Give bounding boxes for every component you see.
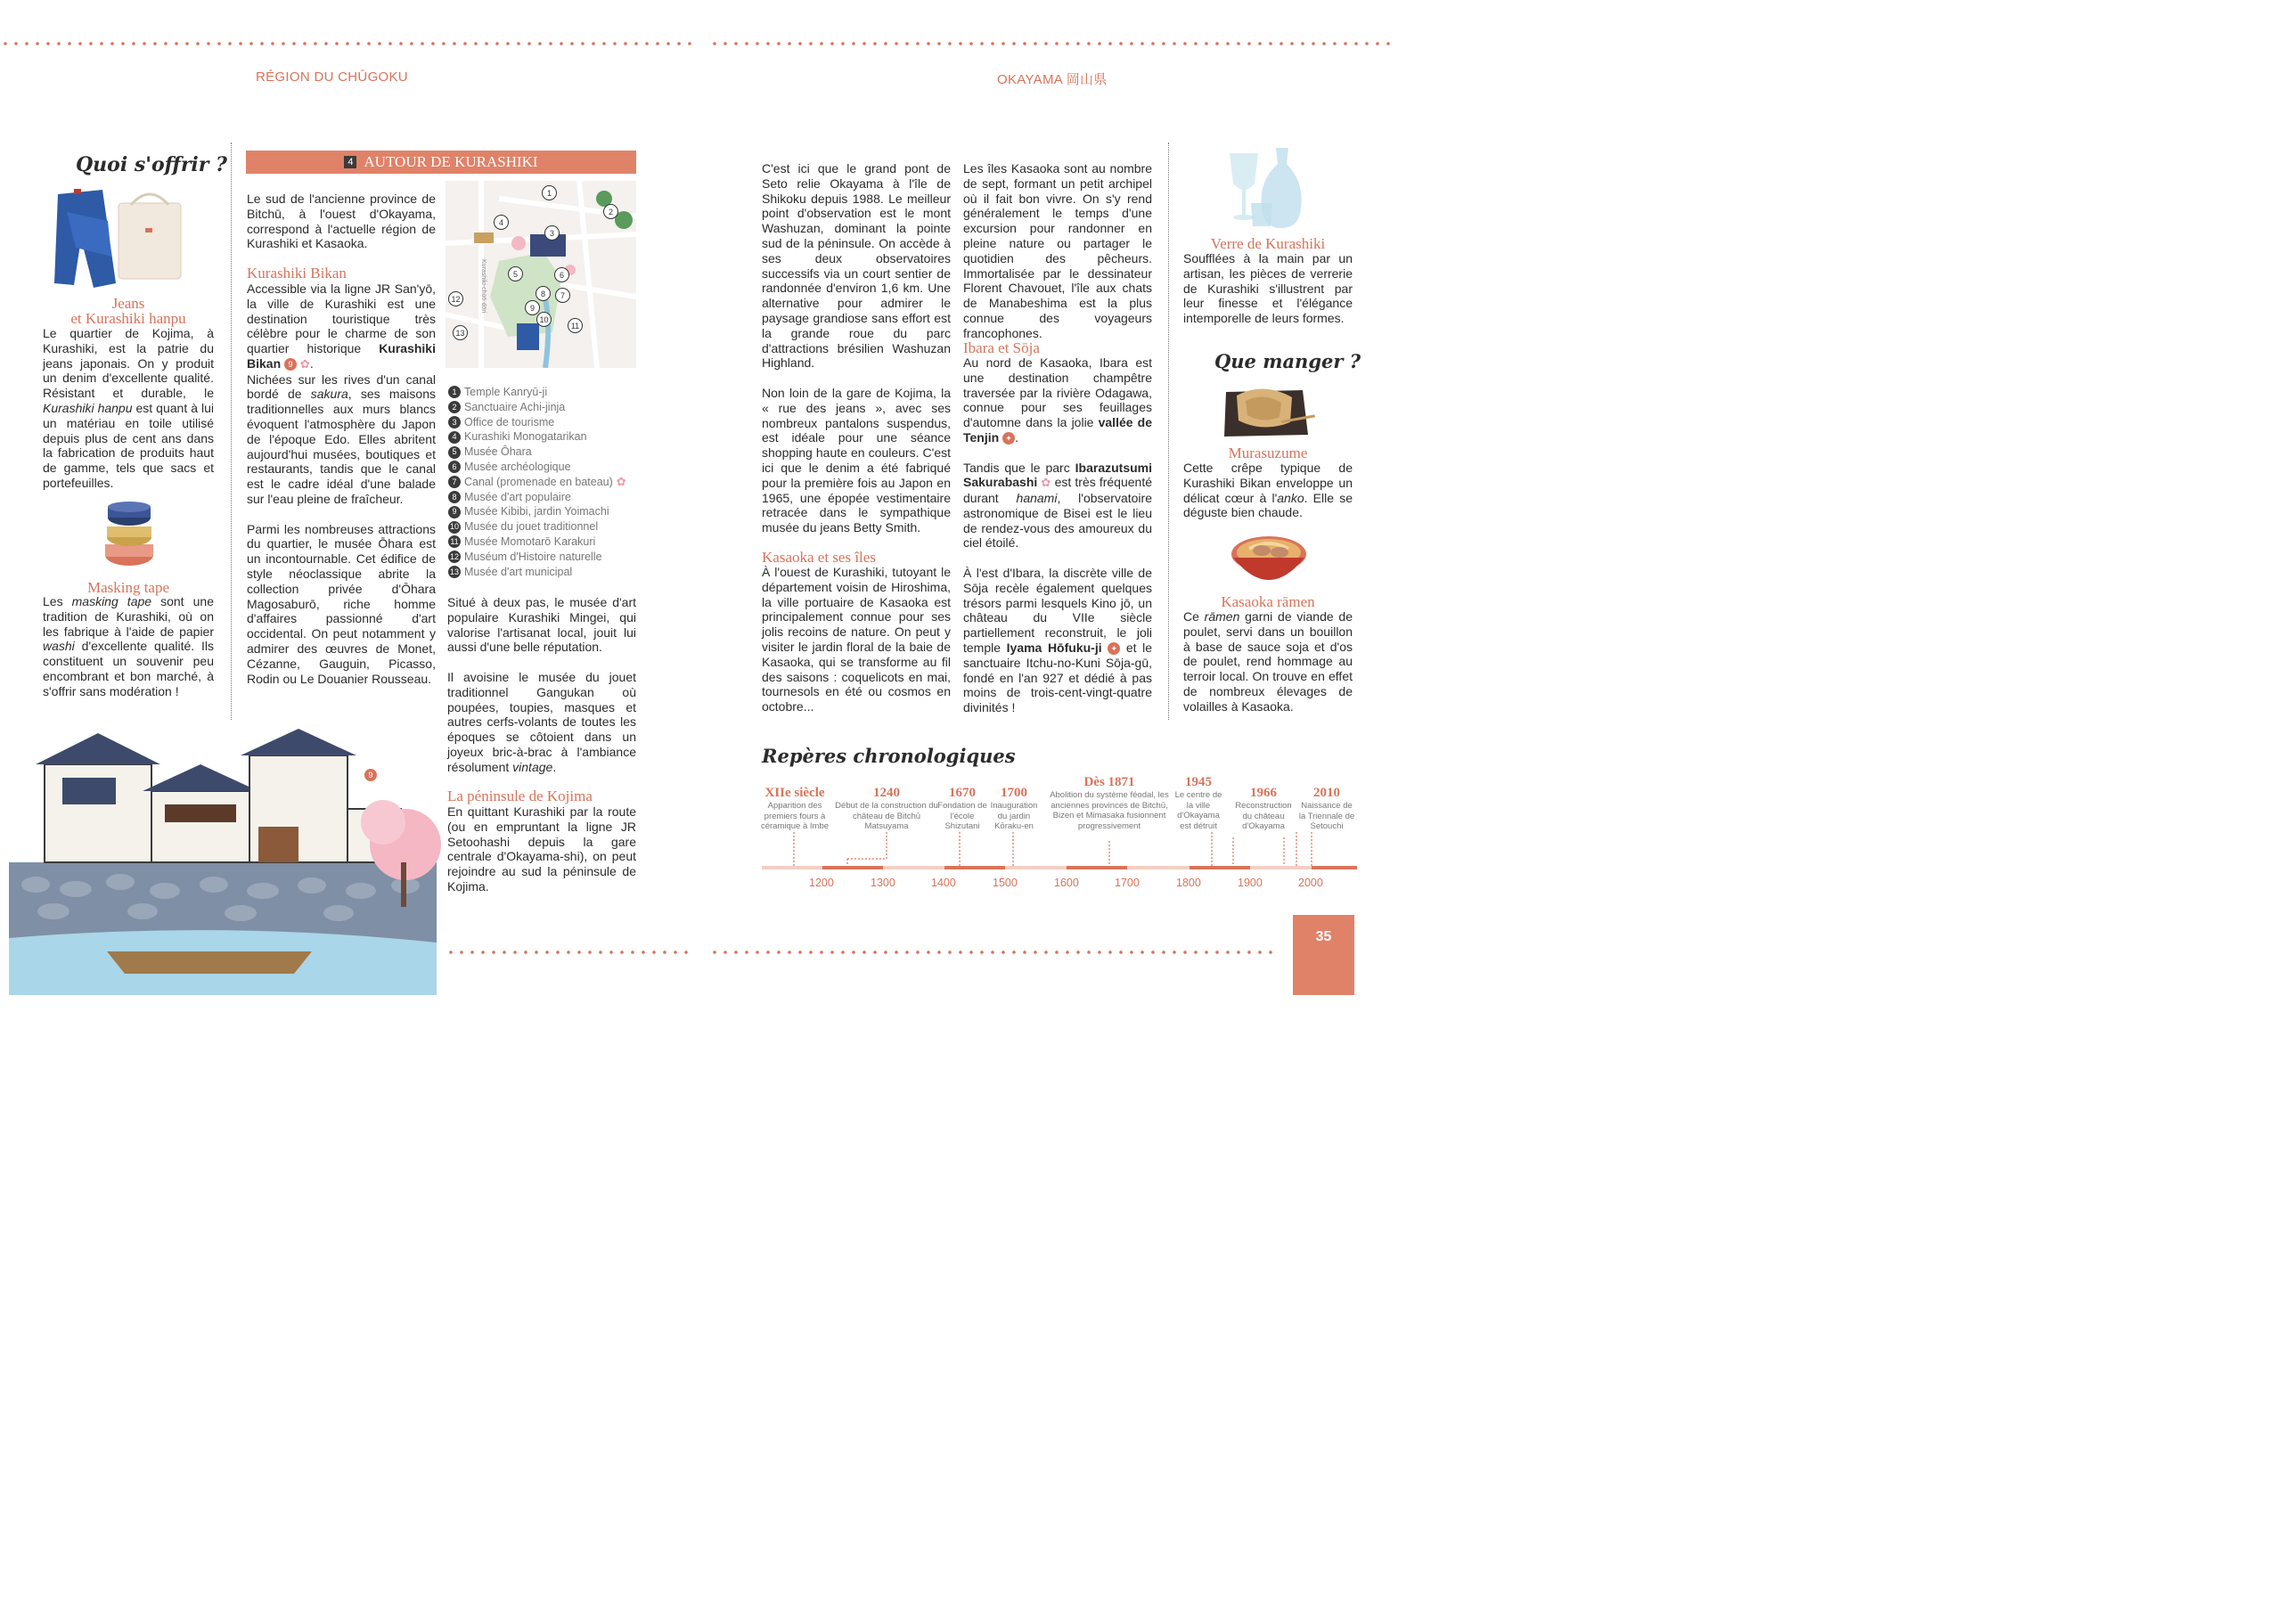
flower-icon: ✿ bbox=[299, 356, 310, 371]
ramen-text: Ce rāmen garni de viande de poulet, servi dans un bouillon à base de sauce soja et d'os de poulet, rend hommage au terroir local. On trouve en effet de nombreux élevages de volailles à Kasaoka. bbox=[1183, 609, 1353, 714]
bottom-border-right bbox=[709, 950, 1279, 955]
masking-tape-illustration bbox=[100, 502, 159, 573]
map-marker-7: 7 bbox=[555, 288, 570, 303]
timeline-desc: Début de la construction du château de Bitchū Matsuyama bbox=[835, 801, 938, 831]
map-marker-13: 13 bbox=[453, 325, 468, 340]
badge-icon: 9 bbox=[284, 358, 297, 371]
timeline-year: 1966 bbox=[1250, 786, 1277, 800]
running-header-left: RÉGION DU CHŪGOKU bbox=[256, 69, 408, 85]
masking-tape-title: Masking tape bbox=[86, 579, 170, 596]
legend-item: 2 Sanctuaire Achi-jinja bbox=[448, 400, 639, 415]
legend-item: 1 Temple Kanryū-ji bbox=[448, 385, 639, 400]
timeline-year: 2010 bbox=[1313, 786, 1340, 800]
timeline-desc: Reconstruction du château d'Okayama bbox=[1235, 801, 1292, 831]
map-marker-2: 2 bbox=[603, 204, 618, 219]
timeline-tick: 1300 bbox=[871, 877, 895, 889]
timeline-desc: Apparition des premiers fours à céramique à Imbe bbox=[760, 801, 830, 831]
kojima-text: En quittant Kurashiki par la route (ou en empruntant la ligne JR Setoohashi depuis la gare centrale d'Okayama-shi), on peut rejoindre au sud la péninsule de Kojima. bbox=[447, 804, 636, 894]
section-title: AUTOUR DE KURASHIKI bbox=[364, 153, 538, 170]
map-marker-9: 9 bbox=[525, 300, 540, 315]
map-marker-3: 3 bbox=[544, 225, 560, 241]
legend-item: 6 Musée archéologique bbox=[448, 460, 639, 475]
glassware-illustration bbox=[1228, 146, 1308, 235]
timeline-desc: Naissance de la Triennale de Setouchi bbox=[1298, 801, 1355, 831]
timeline-year: 1670 bbox=[949, 786, 976, 800]
timeline-desc: Inauguration du jardin Kōraku-en bbox=[990, 801, 1038, 831]
running-header-right: OKAYAMA 岡山県 bbox=[997, 72, 1108, 87]
jeans-bag-illustration bbox=[49, 185, 218, 292]
ibara-title: Ibara et Sōja bbox=[963, 339, 1040, 356]
timeline-tick: 1400 bbox=[931, 877, 956, 889]
timeline-tick: 2000 bbox=[1298, 877, 1323, 889]
kasaoka-text: À l'ouest de Kurashiki, tutoyant le département voisin de Hiroshima, la ville portuaire de Kasaoka est principalement connue pour ses jolis recoins de nature. On peut y visiter le jardin floral de la baie de Kasaoka, qui se transforme au fil des saisons : coquelicots en mai, tournesols en été ou cosmos en octobre... bbox=[762, 565, 951, 714]
top-border-right bbox=[709, 41, 1394, 46]
ramen-illustration bbox=[1230, 531, 1308, 593]
map-marker-5: 5 bbox=[508, 266, 523, 282]
legend-item: 11 Musée Momotarō Karakuri bbox=[448, 535, 639, 550]
jeans-title: Jeans et Kurashiki hanpu bbox=[70, 295, 186, 327]
timeline-year: 1240 bbox=[873, 786, 900, 800]
bottom-border-left bbox=[446, 950, 695, 955]
timeline-title: Repères chronologiques bbox=[762, 745, 1016, 767]
legend-item: 7 Canal (promenade en bateau) ✿ bbox=[448, 475, 639, 490]
map-marker-12: 12 bbox=[448, 291, 463, 306]
legend-item: 12 Muséum d'Histoire naturelle bbox=[449, 550, 602, 563]
kurashiki-map bbox=[446, 181, 636, 368]
timeline-year: Dès 1871 bbox=[1083, 775, 1135, 789]
timeline-tick: 1200 bbox=[809, 877, 834, 889]
kurashiki-bikan-text: Accessible via la ligne JR San'yō, la ville de Kurashiki est une destination touristique très célèbre pour le charme de son quartier historique Kurashiki Bikan 9 ✿. Nichées sur les rives d'un canal bordé de sakura, ses maisons traditionnelles aux murs blancs évoquent l'atmosphère du Japon de l'époque Edo. Elles abritent aujourd'hui musées, boutiques et restaurants, tandis que le canal est le cadre idéal d'une balade sur l'eau pleine de fraîcheur. Parmi les nombreuses attractions du quartier, le musée Ōhara est un incontournable. Cet édifice de style néoclassique abrite la collection privée d'Ōhara Magosaburō, riche homme d'affaires passionné d'art occidental. On peut notamment y admirer des œuvres de Monet, Cézanne, Gauguin, Picasso, Rodin ou Le Douanier Rousseau. bbox=[247, 282, 436, 686]
verre-text: Soufflées à la main par un artisan, les pièces de verrerie de Kurashiki s'illustrent par leur finesse et l'élégance intemporelle de leurs formes. bbox=[1183, 251, 1353, 326]
kurashiki-intro: Le sud de l'ancienne province de Bitchū, à l'ouest d'Okayama, correspond à l'actuelle région de Kurashiki et Kasaoka. bbox=[247, 192, 436, 251]
kasaoka-islands-text: Les îles Kasaoka sont au nombre de sept, formant un petit archipel où il fait bon vivre. On s'y rend généralement le temps d'une excursion pour randonner en pleine nature ou partager le quotidien des pêcheurs. Immortalisée par le dessinateur Florent Chavouet, l'île aux chats de Manabeshima est la plus connue des voyageurs francophones. bbox=[963, 161, 1152, 340]
top-border-left bbox=[0, 41, 695, 46]
timeline-tick: 1500 bbox=[993, 877, 1018, 889]
map-marker-1: 1 bbox=[542, 185, 557, 200]
mingei-text: Situé à deux pas, le musée d'art populaire Kurashiki Mingei, qui valorise l'artisanat local, jouit lui aussi d'une belle réputation. Il avoisine le musée du jouet traditionnel Gangukan où poupées, toupies, masques et autres cerfs-volants de toutes les époques se côtoient dans un joyeux bric-à-brac à l'ambiance résolument vintage. bbox=[447, 595, 636, 774]
timeline-axis bbox=[762, 832, 1357, 877]
timeline-desc: Abolition du système féodal, les anciennes provinces de Bitchū, Bizen et Mimasaka fusionnent progressivement bbox=[1050, 790, 1169, 831]
map-marker-10: 10 bbox=[536, 312, 552, 327]
murasuzume-title: Murasuzume bbox=[1228, 445, 1308, 461]
verre-title: Verre de Kurashiki bbox=[1210, 235, 1326, 252]
murasuzume-text: Cette crêpe typique de Kurashiki Bikan enveloppe un délicat cœur à l'anko. Elle se déguste bien chaude. bbox=[1183, 461, 1353, 520]
map-legend bbox=[448, 385, 639, 579]
flower-icon: ✿ bbox=[1041, 476, 1051, 490]
kasaoka-title: Kasaoka et ses îles bbox=[762, 549, 876, 566]
legend-item: 10 Musée du jouet traditionnel bbox=[449, 520, 599, 534]
timeline-year: 1945 bbox=[1185, 775, 1212, 789]
kojima-title: La péninsule de Kojima bbox=[447, 788, 593, 804]
timeline-tick: 1600 bbox=[1054, 877, 1079, 889]
shopping-title: Quoi s'offrir ? bbox=[76, 153, 227, 176]
section-banner bbox=[246, 151, 636, 174]
legend-item: 13 Musée d'art municipal bbox=[449, 565, 573, 578]
maple-icon: ✦ bbox=[1002, 432, 1015, 445]
legend-item: 3 Office de tourisme bbox=[448, 415, 639, 430]
legend-item: 8 Musée d'art populaire bbox=[448, 490, 639, 505]
kurashiki-town-illustration bbox=[9, 729, 446, 995]
map-marker-11: 11 bbox=[568, 318, 583, 333]
map-marker-8: 8 bbox=[536, 286, 551, 301]
section-number: 4 bbox=[344, 156, 356, 168]
jeans-text: Le quartier de Kojima, à Kurashiki, est la patrie du jeans japonais. On y produit un denim d'excellente qualité. Résistant et durable, le Kurashiki hanpu est quant à lui un matériau en toile utilisé depuis plus de cent ans dans la fabrication de produits haut de gamme, tels que sacs et portefeuilles. bbox=[43, 326, 215, 490]
que-manger-title: Que manger ? bbox=[1214, 350, 1361, 372]
timeline-tick: 1800 bbox=[1176, 877, 1201, 889]
legend-item: 5 Musée Ōhara bbox=[448, 445, 639, 460]
maple-icon: ✦ bbox=[1108, 642, 1120, 655]
legend-item: 9 Musée Kibibi, jardin Yoimachi bbox=[448, 504, 639, 519]
flower-icon: ✿ bbox=[616, 474, 626, 488]
column-separator-left bbox=[231, 143, 232, 720]
timeline-year: 1700 bbox=[1001, 786, 1027, 800]
ibara-text: Au nord de Kasaoka, Ibara est une destination champêtre traversée par la rivière Odagawa, connue pour ses feuillages d'automne dans la jolie vallée de Tenjin ✦ . Tandis que le parc Ibarazutsumi Sakurabashi ✿ est très fréquenté durant hanami, l'observatoire astronomique de Bisei est le lieu de rendez-vous des amoureux du ciel étoilé. À l'est d'Ibara, la discrète ville de Sōja recèle également quelques trésors parmi lesquels Kino jō, un château du VIIe siècle partiellement reconstruit, le joli temple Iyama Hōfuku-ji ✦ et le sanctuaire Itchu-no-Kuni Sōja-gū, fondé en l'an 927 et dédié à pas moins de trois-cent-vingt-quatre divinités ! bbox=[963, 355, 1153, 715]
kurashiki-bikan-title: Kurashiki Bikan bbox=[247, 265, 347, 282]
timeline-tick: 1900 bbox=[1238, 877, 1263, 889]
timeline-year: XIIe siècle bbox=[764, 786, 825, 800]
timeline-tick: 1700 bbox=[1115, 877, 1140, 889]
washuzan-text: C'est ici que le grand pont de Seto relie Okayama à l'île de Shikoku depuis 1988. Le meilleur point d'observation est le mont Washuzan, dominant la pointe sud de la péninsule. On accède à ses deux observatoires successifs via un court sentier de randonnée d'environ 1,6 km. Une alternative pour admirer le paysage grandiose sans effort est la grande roue du parc d'attractions brésilien Washuzan Highland. Non loin de la gare de Kojima, la « rue des jeans », avec ses nombreux pantalons suspendus, est idéale pour une séance shopping haute en couleurs. C'est ici que le denim a été fabriqué pour la première fois au Japon en 1965, une épopée vestimentaire retracée dans le sympathique musée du jeans Betty Smith. bbox=[762, 161, 951, 535]
map-street-label: Kurashiki-chūō-dōri bbox=[480, 259, 486, 314]
map-marker-6: 6 bbox=[554, 267, 569, 282]
murasuzume-illustration bbox=[1219, 381, 1315, 445]
masking-tape-text: Les masking tape sont une tradition de Kurashiki, où on les fabrique à l'aide de papier washi d'excellente qualité. Ils constituent un souvenir peu encombrant et bon marché, à s'offrir sans modération ! bbox=[43, 594, 214, 698]
legend-item: 4 Kurashiki Monogatarikan bbox=[448, 429, 639, 445]
timeline-desc: Le centre de la ville d'Okayama est détruit bbox=[1174, 790, 1222, 831]
badge-icon: 9 bbox=[364, 769, 377, 781]
page-number: 35 bbox=[1293, 915, 1354, 995]
timeline-desc: Fondation de l'école Shizutani bbox=[937, 801, 987, 831]
column-separator-right bbox=[1168, 143, 1169, 720]
ramen-title: Kasaoka rāmen bbox=[1221, 593, 1315, 610]
map-marker-4: 4 bbox=[494, 215, 509, 230]
